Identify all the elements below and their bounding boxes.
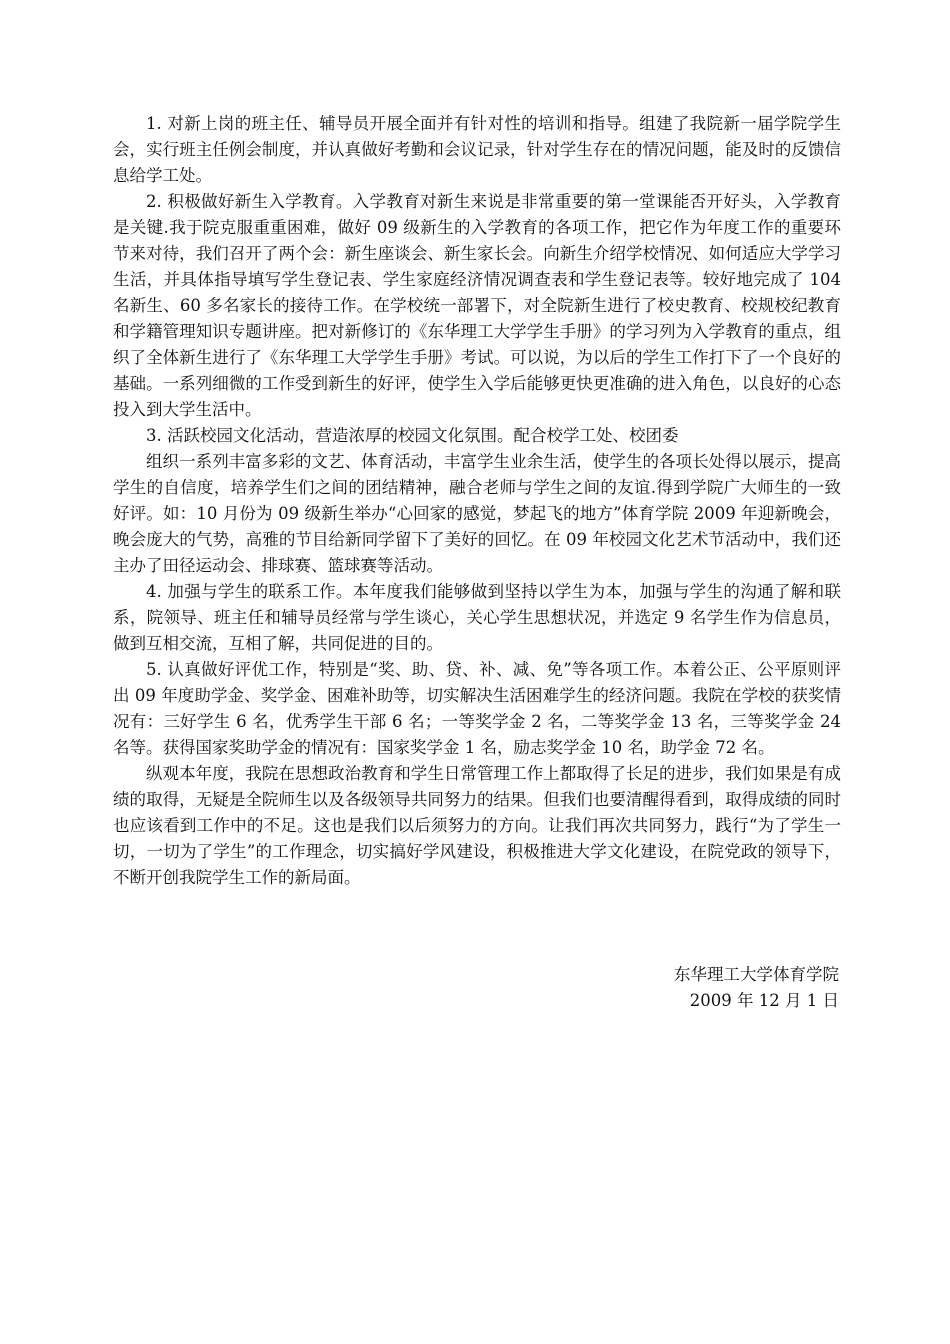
paragraph-item-5: 5. 认真做好评优工作，特别是“奖、助、贷、补、减、免”等各项工作。本着公正、公平原则评出 09 年度助学金、奖学金、困难补助等，切实解决生活困难学生的经济问题。我院在学校的获奖情况有：三好学生 6 名，优秀学生干部 6 名；一等奖学金 2 名，二等奖学金 13 名，三等奖学金 24 名等。获得国家奖助学金的情况有：国家奖学金 1 名，励志奖学金 10 名，助学金 72 名。	[113, 660, 841, 757]
paragraph-conclusion: 纵观本年度，我院在思想政治教育和学生日常管理工作上都取得了长足的进步，我们如果是有成绩的取得，无疑是全院师生以及各级领导共同努力的结果。但我们也要清醒得看到，取得成绩的同时也应该看到工作中的不足。这也是我们以后须努力的方向。让我们再次共同努力，践行“为了学生一切，一切为了学生”的工作理念，切实搞好学风建设，积极推进大学文化建设，在院党政的领导下，不断开创我院学生工作的新局面。	[113, 764, 841, 887]
signature-organization: 东华理工大学体育学院	[674, 965, 839, 984]
paragraph-item-1: 1. 对新上岗的班主任、辅导员开展全面并有针对性的培训和指导。组建了我院新一届学院学生会，实行班主任例会制度，并认真做好考勤和会议记录，针对学生存在的情况问题，能及时的反馈信息给学工处。	[113, 114, 841, 185]
document-body	[113, 111, 841, 891]
signature-date: 2009 年 12 月 1 日	[689, 991, 839, 1010]
paragraph-item-4: 4. 加强与学生的联系工作。本年度我们能够做到坚持以学生为本，加强与学生的沟通了解和联系，院领导、班主任和辅导员经常与学生谈心，关心学生思想状况，并选定 9 名学生作为信息员，做到互相交流，互相了解，共同促进的目的。	[113, 582, 841, 653]
signature-block	[439, 962, 839, 1014]
paragraph-item-3-continued: 组织一系列丰富多彩的文艺、体育活动，丰富学生业余生活，使学生的各项长处得以展示，提高学生的自信度，培养学生们之间的团结精神，融合老师与学生之间的友谊.得到学院广大师生的一致好评。如：10 月份为 09 级新生举办“心回家的感觉，梦起飞的地方”体育学院 2009 年迎新晚会，晚会庞大的气势，高雅的节目给新同学留下了美好的回忆。在 09 年校园文化艺术节活动中，我们还主办了田径运动会、排球赛、篮球赛等活动。	[113, 452, 841, 575]
paragraph-item-2: 2. 积极做好新生入学教育。入学教育对新生来说是非常重要的第一堂课能否开好头，入学教育是关键.我于院克服重重困难，做好 09 级新生的入学教育的各项工作，把它作为年度工作的重要环节来对待，我们召开了两个会：新生座谈会、新生家长会。向新生介绍学校情况、如何适应大学学习生活，并具体指导填写学生登记表、学生家庭经济情况调查表和学生登记表等。较好地完成了 104 名新生、60 多名家长的接待工作。在学校统一部署下，对全院新生进行了校史教育、校规校纪教育和学籍管理知识专题讲座。把对新修订的《东华理工大学学生手册》的学习列为入学教育的重点，组织了全体新生进行了《东华理工大学学生手册》考试。可以说，为以后的学生工作打下了一个良好的基础。一系列细微的工作受到新生的好评，使学生入学后能够更快更准确的进入角色，以良好的心态投入到大学生活中。	[113, 192, 841, 419]
paragraph-item-3: 3. 活跃校园文化活动，营造浓厚的校园文化氛围。配合校学工处、校团委	[146, 426, 679, 445]
